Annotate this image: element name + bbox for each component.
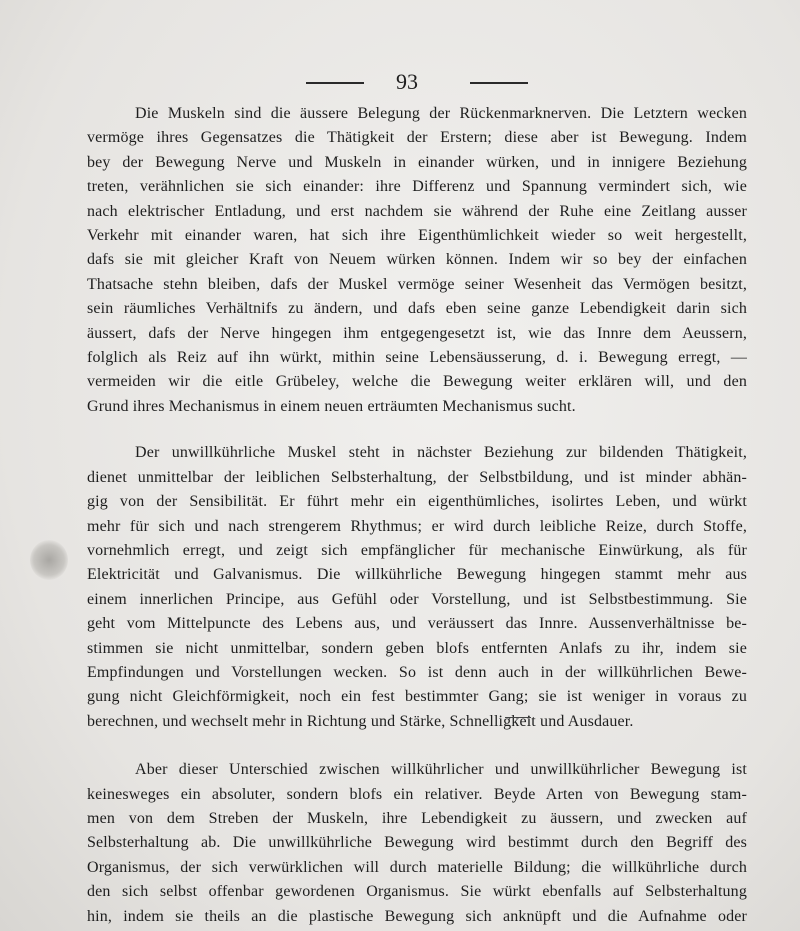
text-line: Empfindungen und Vorstellungen wecken. So ist denn auch in der willkührlichen Bewe- [87,663,747,681]
page-number: 93 [396,69,418,94]
text-line: bey der Bewegung Nerve und Muskeln in einander würken, und in innigere Beziehung [87,153,747,171]
header-rule-left [306,82,364,84]
text-line: geht vom Mittelpuncte des Lebens aus, und veräussert das Innre. Aussenverhältnisse be- [87,615,747,633]
header-rule-right [470,82,528,84]
page-header [0,66,800,102]
text-line: vermöge ihres Gegensatzes die Thätigkeit der Erstern; diese aber ist Bewegung. Indem [87,129,747,147]
text-line: mehr für sich und nach strengerem Rhythmus; er wird durch leibliche Reize, durch Stoffe, [87,517,747,535]
text-line: Elektricität und Galvanismus. Die willkührliche Bewegung hingegen stammt mehr aus [87,566,747,584]
text-line: Die Muskeln sind die äussere Belegung der Rückenmarknerven. Die Letztern wecken [135,105,747,122]
text-line: dafs sie mit gleicher Kraft von Neuem würken können. Indem wir so bey der einfachen [87,251,747,269]
text-line: vornehmlich erregt, und zeigt sich empfänglicher für mechanische Einwürkung, als für [87,541,747,559]
text-line: gig von der Sensibilität. Er führt mehr ein eigenthümliches, isolirtes Leben, und würkt [87,493,747,511]
text-line: Thatsache stehn bleiben, dafs der Muskel vermöge seiner Wesenheit das Vermögen besitzt, [87,275,747,293]
text-line: Der unwillkührliche Muskel steht in nächster Beziehung zur bildenden Thätigkeit, [135,444,747,462]
ink-mark [505,717,531,718]
text-line: einem innerlichen Principe, aus Gefühl oder Vorstellung, und ist Selbstbestimmung. Sie [87,590,747,608]
text-line: berechnen, und wechselt mehr in Richtung und Stärke, Schnelligkeit und Ausdauer. [87,712,634,730]
text-line: den sich selbst offenbar gewordenen Organismus. Sie würkt ebenfalls auf Selbsterhaltung [87,883,747,901]
text-line: hin, indem sie theils an die plastische Bewegung sich anknüpft und die Aufnahme oder [87,907,747,925]
paragraph-gap [87,734,747,758]
paragraph-3 [87,758,747,929]
text-line: Selbsterhaltung ab. Die unwillkührliche Bewegung wird bestimmt durch den Begriff des [87,834,747,852]
text-line: Organismus, der sich verwürklichen will durch materielle Bildung; die willkührliche durch [87,858,747,876]
text-line: gung nicht Gleichförmigkeit, noch ein fest bestimmter Gang; sie ist weniger in voraus zu [87,688,747,706]
ink-stain [30,540,68,580]
text-line: sein räumliches Verhältnifs zu ändern, und dafs eben seine ganze Lebendigkeit darin sich [87,300,747,318]
text-line: Grund ihres Mechanismus in einem neuen erträumten Mechanismus sucht. [87,397,576,415]
paragraph-2 [87,441,747,734]
text-line: vermeiden wir die eitle Grübeley, welche die Bewegung weiter erklären will, und den [87,373,747,391]
text-line: nach elektrischer Entladung, und erst nachdem sie während der Ruhe eine Zeitlang ausser [87,202,747,220]
paragraph-gap [87,419,747,441]
paragraph-1 [87,102,747,419]
text-line: Verkehr mit einander waren, hat sich ihre Eigenthümlichkeit wieder so weit hergestellt, [87,227,747,245]
text-line: men von dem Streben der Muskeln, ihre Lebendigkeit zu äussern, und zwecken auf [87,809,747,827]
page-body [87,102,747,929]
text-line: treten, verähnlichen sie sich einander: ihre Differenz und Spannung vermindert sich, wie [87,178,747,196]
text-line: Aber dieser Unterschied zwischen willkührlicher und unwillkührlicher Bewegung ist [135,761,747,779]
text-line: stimmen sie nicht unmittelbar, sondern geben blofs entfernten Anlafs zu ihr, indem sie [87,639,747,657]
text-line: keinesweges ein absoluter, sondern blofs ein relativer. Beyde Arten von Bewegung stam- [87,785,747,803]
text-line: folglich als Reiz auf ihn würkt, mithin seine Lebensäusserung, d. i. Bewegung erregt, — [87,349,747,367]
text-line: dienet unmittelbar der leiblichen Selbsterhaltung, der Selbstbildung, und ist minder abhän- [87,468,747,486]
text-line: äussert, dafs der Nerve hingegen ihm entgegengesetzt ist, wie das Innre dem Aeussern, [87,324,747,342]
